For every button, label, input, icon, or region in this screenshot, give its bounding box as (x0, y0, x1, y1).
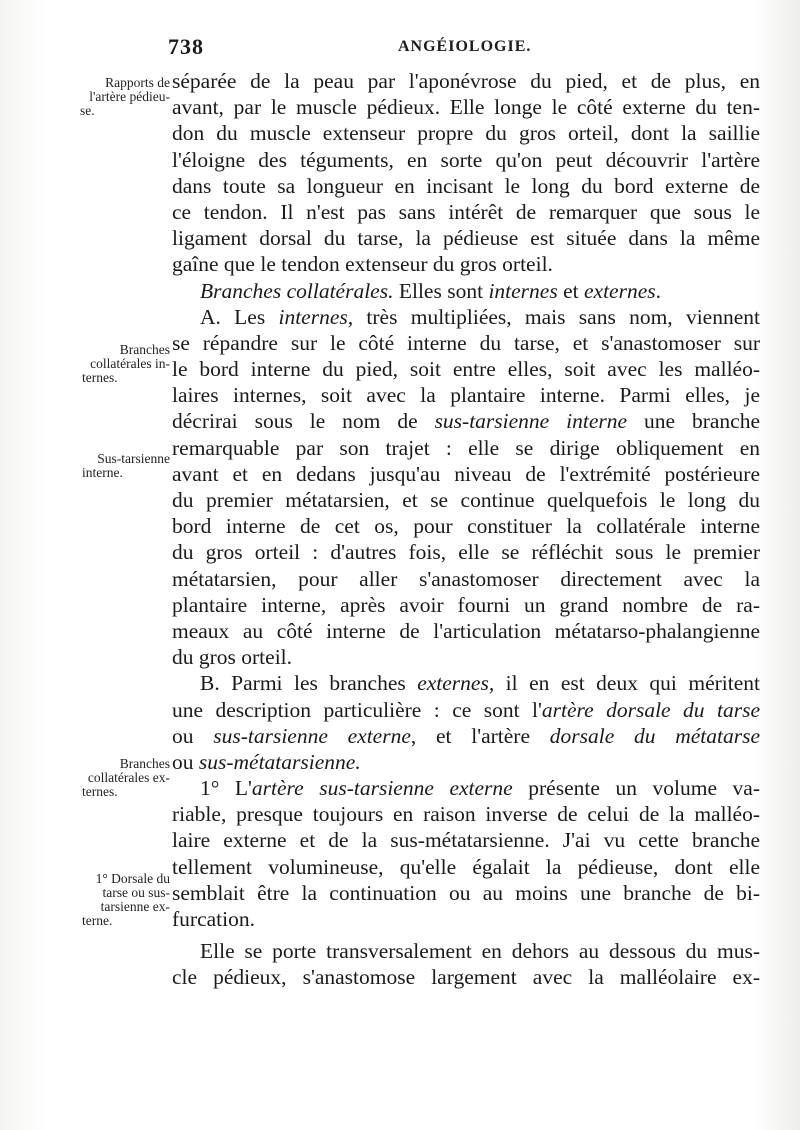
text-line: riable, presque toujours en raison inverse de celui de la malléo- (172, 802, 760, 827)
paragraph-sus-tarsienne-externe (172, 775, 760, 932)
margin-note-collaterales-externes: Branches collatérales ex- ternes. (82, 756, 170, 799)
text-line: avant, par le muscle pédieux. Elle longe le côté externe du ten- (172, 95, 760, 120)
text-line: une description particulière : ce sont l'artère dorsale du tarse (172, 697, 760, 722)
margin-note-collaterales-internes: Branches collatérales in- ternes. (82, 342, 170, 385)
text-line: décrirai sous le nom de sus-tarsienne interne une branche (172, 409, 760, 434)
paragraph-rapports (172, 68, 760, 278)
text-line: du gros orteil : d'autres fois, elle se réfléchit sous le premier (172, 540, 760, 565)
text-line: remarquable par son trajet : elle se dirige obliquement en (172, 435, 760, 460)
margin-note-sus-tarsienne-interne: Sus-tarsienne interne. (82, 451, 170, 480)
text-line: semblait être la continuation ou au moins une branche de bi- (172, 880, 760, 905)
text-line: tellement volumineuse, qu'elle égalait la pédieuse, dont elle (172, 854, 760, 879)
margin-note-rapports: Rapports de l'artère pédieu- se. (80, 75, 170, 118)
text-line: avant et en dedans jusqu'au niveau de l'extrémité postérieure (172, 461, 760, 486)
text-line: dans toute sa longueur en incisant le long du bord externe de (172, 173, 760, 198)
text-line: bord interne de cet os, pour constituer la collatérale interne (172, 514, 760, 539)
text-line: métatarsien, pour aller s'anastomoser directement avec la (172, 566, 760, 591)
section-heading-branches-collaterales: Branches collatérales. Elles sont internes et externes. (200, 278, 662, 303)
text-line: ou sus-tarsienne externe, et l'artère dorsale du métatarse (172, 723, 761, 748)
text-line: Elle se porte transversalement en dehors au dessous du mus- (200, 939, 760, 964)
text-line: furcation. (172, 907, 255, 931)
margin-note-dorsale-du-tarse: 1° Dorsale du tarse ou sus- tarsienne ex- terne. (82, 871, 170, 928)
text-line: l'éloigne des téguments, en sorte qu'on peut découvrir l'artère (172, 147, 760, 172)
text-line: B. Parmi les branches externes, il en est deux qui méritent (200, 671, 760, 696)
text-line: cle pédieux, s'anastomose largement avec la malléolaire ex- (172, 965, 760, 990)
text-line: ou sus-métatarsienne. (172, 749, 361, 774)
text-line: laires internes, soit avec la plantaire interne. Parmi elles, je (172, 383, 760, 408)
running-head: ANGÉIOLOGIE. (398, 38, 532, 55)
text-line: le bord interne du pied, soit entre elles, soit avec les malléo- (172, 357, 760, 382)
text-line: meaux au côté interne de l'articulation métatarso-phalangienne (172, 618, 760, 643)
paragraph-trajet (172, 938, 760, 990)
text-line: A. Les internes, très multipliées, mais sans nom, viennent (200, 304, 760, 329)
page-number: 738 (168, 34, 204, 59)
text-line: se répandre sur le côté interne du tarse, et s'anastomoser sur (172, 330, 760, 355)
text-line: ce tendon. Il n'est pas sans intérêt de remarquer que sous le (172, 199, 760, 224)
text-line: 1° L'artère sus-tarsienne externe présente un volume va- (200, 776, 760, 801)
text-line: du gros orteil. (172, 645, 293, 670)
text-line: séparée de la peau par l'aponévrose du pied, et de plus, en (172, 69, 760, 93)
page-header (168, 34, 758, 64)
text-line: du premier métatarsien, et se continue quelquefois le long du (172, 488, 760, 512)
paragraph-branches-internes (172, 304, 760, 671)
body-text (172, 68, 760, 991)
text-line: plantaire interne, après avoir fourni un grand nombre de ra- (172, 592, 760, 617)
paragraph-branches-externes (172, 670, 760, 775)
text-line: don du muscle extenseur propre du gros orteil, dont la saillie (172, 121, 760, 146)
text-line: ligament dorsal du tarse, la pédieuse est située dans la même (172, 226, 760, 251)
text-line: gaîne que le tendon extenseur du gros orteil. (172, 252, 553, 277)
text-line: laire externe et de la sus-métatarsienne. J'ai vu cette branche (172, 828, 760, 853)
